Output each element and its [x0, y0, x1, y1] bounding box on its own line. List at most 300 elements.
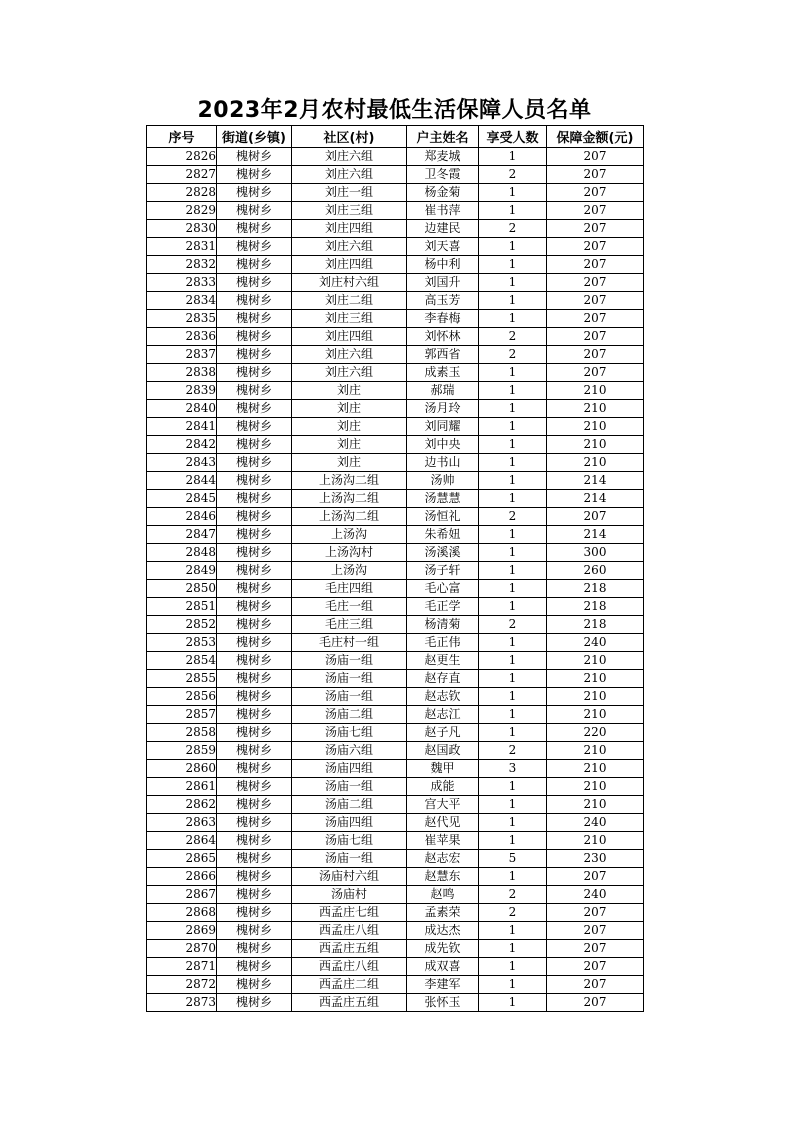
amount-cell: 210: [547, 652, 644, 670]
community-cell: 刘庄村六组: [292, 274, 407, 292]
community-cell: 刘庄: [292, 382, 407, 400]
householder-name-cell: 孟素荣: [407, 904, 479, 922]
recipient-table: [146, 125, 644, 1012]
community-cell: 毛庄一组: [292, 598, 407, 616]
beneficiary-count-cell: 1: [479, 994, 547, 1012]
householder-name-cell: 杨中利: [407, 256, 479, 274]
beneficiary-count-cell: 1: [479, 976, 547, 994]
serial-number-cell: 2869: [147, 922, 217, 940]
community-cell: 刘庄六组: [292, 148, 407, 166]
community-cell: 汤庙一组: [292, 850, 407, 868]
beneficiary-count-cell: 1: [479, 238, 547, 256]
householder-name-cell: 刘国升: [407, 274, 479, 292]
community-cell: 汤庙一组: [292, 778, 407, 796]
amount-cell: 207: [547, 256, 644, 274]
community-cell: 毛庄三组: [292, 616, 407, 634]
street-cell: 槐树乡: [217, 184, 292, 202]
street-cell: 槐树乡: [217, 436, 292, 454]
community-cell: 刘庄四组: [292, 328, 407, 346]
serial-number-cell: 2847: [147, 526, 217, 544]
table-row: [147, 958, 644, 976]
beneficiary-count-cell: 1: [479, 526, 547, 544]
community-cell: 上汤沟村: [292, 544, 407, 562]
street-cell: 槐树乡: [217, 310, 292, 328]
community-cell: 汤庙二组: [292, 706, 407, 724]
householder-name-cell: 汤帅: [407, 472, 479, 490]
beneficiary-count-cell: 2: [479, 742, 547, 760]
table-row: [147, 850, 644, 868]
serial-number-cell: 2867: [147, 886, 217, 904]
street-cell: 槐树乡: [217, 256, 292, 274]
beneficiary-count-cell: 1: [479, 418, 547, 436]
street-cell: 槐树乡: [217, 400, 292, 418]
serial-number-cell: 2863: [147, 814, 217, 832]
header-amount: 保障金额(元): [547, 126, 644, 148]
householder-name-cell: 成先钦: [407, 940, 479, 958]
street-cell: 槐树乡: [217, 454, 292, 472]
amount-cell: 207: [547, 220, 644, 238]
serial-number-cell: 2871: [147, 958, 217, 976]
amount-cell: 207: [547, 904, 644, 922]
householder-name-cell: 李春梅: [407, 310, 479, 328]
table-row: [147, 148, 644, 166]
beneficiary-count-cell: 1: [479, 454, 547, 472]
amount-cell: 210: [547, 418, 644, 436]
amount-cell: 210: [547, 796, 644, 814]
serial-number-cell: 2865: [147, 850, 217, 868]
beneficiary-count-cell: 5: [479, 850, 547, 868]
serial-number-cell: 2844: [147, 472, 217, 490]
amount-cell: 207: [547, 922, 644, 940]
beneficiary-count-cell: 1: [479, 202, 547, 220]
amount-cell: 214: [547, 472, 644, 490]
community-cell: 汤庙四组: [292, 814, 407, 832]
amount-cell: 207: [547, 328, 644, 346]
street-cell: 槐树乡: [217, 418, 292, 436]
serial-number-cell: 2858: [147, 724, 217, 742]
table-row: [147, 940, 644, 958]
amount-cell: 220: [547, 724, 644, 742]
serial-number-cell: 2852: [147, 616, 217, 634]
householder-name-cell: 成能: [407, 778, 479, 796]
serial-number-cell: 2826: [147, 148, 217, 166]
community-cell: 汤庙四组: [292, 760, 407, 778]
header-serial-number: 序号: [147, 126, 217, 148]
street-cell: 槐树乡: [217, 670, 292, 688]
street-cell: 槐树乡: [217, 472, 292, 490]
street-cell: 槐树乡: [217, 868, 292, 886]
street-cell: 槐树乡: [217, 526, 292, 544]
amount-cell: 207: [547, 184, 644, 202]
table-row: [147, 598, 644, 616]
beneficiary-count-cell: 2: [479, 220, 547, 238]
beneficiary-count-cell: 2: [479, 886, 547, 904]
street-cell: 槐树乡: [217, 328, 292, 346]
street-cell: 槐树乡: [217, 508, 292, 526]
beneficiary-count-cell: 3: [479, 760, 547, 778]
header-street: 街道(乡镇): [217, 126, 292, 148]
householder-name-cell: 汤慧慧: [407, 490, 479, 508]
community-cell: 刘庄二组: [292, 292, 407, 310]
beneficiary-count-cell: 1: [479, 634, 547, 652]
beneficiary-count-cell: 1: [479, 958, 547, 976]
amount-cell: 210: [547, 688, 644, 706]
amount-cell: 230: [547, 850, 644, 868]
householder-name-cell: 毛正伟: [407, 634, 479, 652]
householder-name-cell: 成达杰: [407, 922, 479, 940]
householder-name-cell: 杨清菊: [407, 616, 479, 634]
table-row: [147, 544, 644, 562]
street-cell: 槐树乡: [217, 652, 292, 670]
header-community: 社区(村): [292, 126, 407, 148]
householder-name-cell: 崔苹果: [407, 832, 479, 850]
street-cell: 槐树乡: [217, 292, 292, 310]
street-cell: 槐树乡: [217, 850, 292, 868]
street-cell: 槐树乡: [217, 382, 292, 400]
street-cell: 槐树乡: [217, 958, 292, 976]
table-row: [147, 904, 644, 922]
amount-cell: 207: [547, 346, 644, 364]
street-cell: 槐树乡: [217, 220, 292, 238]
street-cell: 槐树乡: [217, 148, 292, 166]
beneficiary-count-cell: 1: [479, 436, 547, 454]
street-cell: 槐树乡: [217, 760, 292, 778]
serial-number-cell: 2842: [147, 436, 217, 454]
street-cell: 槐树乡: [217, 940, 292, 958]
table-row: [147, 220, 644, 238]
serial-number-cell: 2831: [147, 238, 217, 256]
community-cell: 刘庄一组: [292, 184, 407, 202]
beneficiary-count-cell: 1: [479, 922, 547, 940]
beneficiary-count-cell: 1: [479, 364, 547, 382]
householder-name-cell: 魏甲: [407, 760, 479, 778]
householder-name-cell: 赵子凡: [407, 724, 479, 742]
community-cell: 汤庙村六组: [292, 868, 407, 886]
amount-cell: 214: [547, 526, 644, 544]
householder-name-cell: 刘中央: [407, 436, 479, 454]
header-householder-name: 户主姓名: [407, 126, 479, 148]
table-row: [147, 274, 644, 292]
householder-name-cell: 刘同耀: [407, 418, 479, 436]
street-cell: 槐树乡: [217, 904, 292, 922]
table-header-row: [147, 126, 644, 148]
beneficiary-count-cell: 2: [479, 328, 547, 346]
beneficiary-count-cell: 1: [479, 724, 547, 742]
serial-number-cell: 2841: [147, 418, 217, 436]
serial-number-cell: 2838: [147, 364, 217, 382]
beneficiary-count-cell: 1: [479, 652, 547, 670]
table-row: [147, 778, 644, 796]
beneficiary-count-cell: 1: [479, 472, 547, 490]
page-title: 2023年2月农村最低生活保障人员名单: [197, 98, 592, 123]
community-cell: 上汤沟二组: [292, 508, 407, 526]
householder-name-cell: 李建军: [407, 976, 479, 994]
beneficiary-count-cell: 1: [479, 184, 547, 202]
beneficiary-count-cell: 2: [479, 346, 547, 364]
community-cell: 汤庙一组: [292, 688, 407, 706]
serial-number-cell: 2853: [147, 634, 217, 652]
amount-cell: 240: [547, 814, 644, 832]
householder-name-cell: 汤恒礼: [407, 508, 479, 526]
amount-cell: 260: [547, 562, 644, 580]
amount-cell: 300: [547, 544, 644, 562]
amount-cell: 207: [547, 364, 644, 382]
amount-cell: 210: [547, 670, 644, 688]
beneficiary-count-cell: 1: [479, 490, 547, 508]
serial-number-cell: 2872: [147, 976, 217, 994]
householder-name-cell: 毛正学: [407, 598, 479, 616]
table-row: [147, 526, 644, 544]
table-row: [147, 994, 644, 1012]
community-cell: 西孟庄五组: [292, 940, 407, 958]
amount-cell: 210: [547, 454, 644, 472]
amount-cell: 214: [547, 490, 644, 508]
householder-name-cell: 卫冬霞: [407, 166, 479, 184]
amount-cell: 240: [547, 634, 644, 652]
amount-cell: 210: [547, 400, 644, 418]
householder-name-cell: 郭西省: [407, 346, 479, 364]
householder-name-cell: 边建民: [407, 220, 479, 238]
table-body: [147, 148, 644, 1012]
serial-number-cell: 2840: [147, 400, 217, 418]
table-row: [147, 184, 644, 202]
serial-number-cell: 2846: [147, 508, 217, 526]
serial-number-cell: 2870: [147, 940, 217, 958]
householder-name-cell: 边书山: [407, 454, 479, 472]
amount-cell: 207: [547, 238, 644, 256]
householder-name-cell: 汤子轩: [407, 562, 479, 580]
serial-number-cell: 2833: [147, 274, 217, 292]
street-cell: 槐树乡: [217, 202, 292, 220]
amount-cell: 210: [547, 382, 644, 400]
street-cell: 槐树乡: [217, 994, 292, 1012]
householder-name-cell: 赵国政: [407, 742, 479, 760]
beneficiary-count-cell: 1: [479, 580, 547, 598]
serial-number-cell: 2866: [147, 868, 217, 886]
beneficiary-count-cell: 1: [479, 796, 547, 814]
community-cell: 刘庄三组: [292, 202, 407, 220]
table-row: [147, 580, 644, 598]
street-cell: 槐树乡: [217, 796, 292, 814]
community-cell: 刘庄四组: [292, 220, 407, 238]
beneficiary-count-cell: 1: [479, 940, 547, 958]
table-row: [147, 238, 644, 256]
community-cell: 刘庄六组: [292, 238, 407, 256]
community-cell: 上汤沟二组: [292, 472, 407, 490]
table-row: [147, 742, 644, 760]
householder-name-cell: 赵鸣: [407, 886, 479, 904]
community-cell: 刘庄: [292, 400, 407, 418]
community-cell: 刘庄六组: [292, 364, 407, 382]
table-row: [147, 382, 644, 400]
table-row: [147, 634, 644, 652]
street-cell: 槐树乡: [217, 778, 292, 796]
community-cell: 刘庄四组: [292, 256, 407, 274]
beneficiary-count-cell: 1: [479, 562, 547, 580]
householder-name-cell: 赵志钦: [407, 688, 479, 706]
street-cell: 槐树乡: [217, 832, 292, 850]
table-row: [147, 364, 644, 382]
community-cell: 西孟庄二组: [292, 976, 407, 994]
street-cell: 槐树乡: [217, 490, 292, 508]
table-row: [147, 328, 644, 346]
householder-name-cell: 成素玉: [407, 364, 479, 382]
community-cell: 刘庄: [292, 436, 407, 454]
serial-number-cell: 2832: [147, 256, 217, 274]
community-cell: 刘庄三组: [292, 310, 407, 328]
street-cell: 槐树乡: [217, 976, 292, 994]
householder-name-cell: 刘怀林: [407, 328, 479, 346]
header-beneficiary-count: 享受人数: [479, 126, 547, 148]
serial-number-cell: 2828: [147, 184, 217, 202]
householder-name-cell: 汤月玲: [407, 400, 479, 418]
table-row: [147, 616, 644, 634]
householder-name-cell: 崔书萍: [407, 202, 479, 220]
community-cell: 西孟庄五组: [292, 994, 407, 1012]
amount-cell: 207: [547, 310, 644, 328]
amount-cell: 218: [547, 580, 644, 598]
table-row: [147, 472, 644, 490]
serial-number-cell: 2857: [147, 706, 217, 724]
amount-cell: 207: [547, 976, 644, 994]
householder-name-cell: 宫大平: [407, 796, 479, 814]
table-row: [147, 454, 644, 472]
table-row: [147, 202, 644, 220]
community-cell: 汤庙二组: [292, 796, 407, 814]
serial-number-cell: 2862: [147, 796, 217, 814]
amount-cell: 207: [547, 148, 644, 166]
street-cell: 槐树乡: [217, 580, 292, 598]
beneficiary-count-cell: 1: [479, 706, 547, 724]
street-cell: 槐树乡: [217, 544, 292, 562]
community-cell: 毛庄村一组: [292, 634, 407, 652]
community-cell: 汤庙七组: [292, 724, 407, 742]
community-cell: 刘庄六组: [292, 346, 407, 364]
householder-name-cell: 赵慧东: [407, 868, 479, 886]
table-row: [147, 562, 644, 580]
community-cell: 毛庄四组: [292, 580, 407, 598]
amount-cell: 207: [547, 868, 644, 886]
street-cell: 槐树乡: [217, 274, 292, 292]
serial-number-cell: 2834: [147, 292, 217, 310]
table-row: [147, 670, 644, 688]
serial-number-cell: 2839: [147, 382, 217, 400]
householder-name-cell: 成双喜: [407, 958, 479, 976]
beneficiary-count-cell: 1: [479, 598, 547, 616]
serial-number-cell: 2860: [147, 760, 217, 778]
community-cell: 上汤沟: [292, 562, 407, 580]
serial-number-cell: 2849: [147, 562, 217, 580]
community-cell: 刘庄: [292, 454, 407, 472]
householder-name-cell: 朱希妞: [407, 526, 479, 544]
beneficiary-count-cell: 1: [479, 670, 547, 688]
householder-name-cell: 毛心富: [407, 580, 479, 598]
householder-name-cell: 赵志宏: [407, 850, 479, 868]
amount-cell: 207: [547, 508, 644, 526]
serial-number-cell: 2850: [147, 580, 217, 598]
street-cell: 槐树乡: [217, 238, 292, 256]
table-row: [147, 688, 644, 706]
amount-cell: 218: [547, 598, 644, 616]
table-row: [147, 400, 644, 418]
street-cell: 槐树乡: [217, 616, 292, 634]
householder-name-cell: 汤溪溪: [407, 544, 479, 562]
table-row: [147, 436, 644, 454]
beneficiary-count-cell: 1: [479, 310, 547, 328]
amount-cell: 210: [547, 706, 644, 724]
street-cell: 槐树乡: [217, 814, 292, 832]
street-cell: 槐树乡: [217, 688, 292, 706]
beneficiary-count-cell: 1: [479, 868, 547, 886]
amount-cell: 207: [547, 994, 644, 1012]
table-row: [147, 796, 644, 814]
serial-number-cell: 2843: [147, 454, 217, 472]
amount-cell: 210: [547, 760, 644, 778]
amount-cell: 210: [547, 832, 644, 850]
street-cell: 槐树乡: [217, 346, 292, 364]
community-cell: 西孟庄八组: [292, 922, 407, 940]
table-row: [147, 832, 644, 850]
amount-cell: 210: [547, 436, 644, 454]
householder-name-cell: 张怀玉: [407, 994, 479, 1012]
street-cell: 槐树乡: [217, 922, 292, 940]
beneficiary-count-cell: 1: [479, 544, 547, 562]
beneficiary-count-cell: 1: [479, 274, 547, 292]
table-row: [147, 292, 644, 310]
householder-name-cell: 赵更生: [407, 652, 479, 670]
street-cell: 槐树乡: [217, 364, 292, 382]
householder-name-cell: 刘天喜: [407, 238, 479, 256]
street-cell: 槐树乡: [217, 742, 292, 760]
beneficiary-count-cell: 1: [479, 148, 547, 166]
householder-name-cell: 杨金菊: [407, 184, 479, 202]
street-cell: 槐树乡: [217, 724, 292, 742]
serial-number-cell: 2827: [147, 166, 217, 184]
householder-name-cell: 赵志江: [407, 706, 479, 724]
beneficiary-count-cell: 1: [479, 400, 547, 418]
table-row: [147, 166, 644, 184]
table-row: [147, 490, 644, 508]
table-row: [147, 724, 644, 742]
beneficiary-count-cell: 2: [479, 904, 547, 922]
serial-number-cell: 2835: [147, 310, 217, 328]
street-cell: 槐树乡: [217, 886, 292, 904]
amount-cell: 210: [547, 742, 644, 760]
street-cell: 槐树乡: [217, 562, 292, 580]
householder-name-cell: 郝瑞: [407, 382, 479, 400]
community-cell: 汤庙一组: [292, 670, 407, 688]
street-cell: 槐树乡: [217, 166, 292, 184]
beneficiary-count-cell: 1: [479, 778, 547, 796]
amount-cell: 210: [547, 778, 644, 796]
table-row: [147, 922, 644, 940]
street-cell: 槐树乡: [217, 706, 292, 724]
beneficiary-count-cell: 1: [479, 688, 547, 706]
amount-cell: 207: [547, 940, 644, 958]
beneficiary-count-cell: 1: [479, 814, 547, 832]
table-row: [147, 652, 644, 670]
community-cell: 汤庙村: [292, 886, 407, 904]
serial-number-cell: 2830: [147, 220, 217, 238]
serial-number-cell: 2855: [147, 670, 217, 688]
householder-name-cell: 赵代见: [407, 814, 479, 832]
beneficiary-count-cell: 1: [479, 832, 547, 850]
amount-cell: 207: [547, 274, 644, 292]
community-cell: 汤庙一组: [292, 652, 407, 670]
amount-cell: 207: [547, 292, 644, 310]
serial-number-cell: 2829: [147, 202, 217, 220]
serial-number-cell: 2864: [147, 832, 217, 850]
